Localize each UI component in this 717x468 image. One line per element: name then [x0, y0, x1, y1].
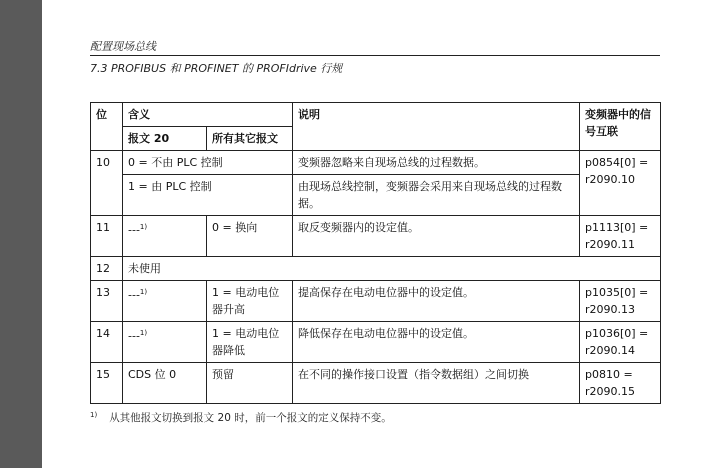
signal-cell: p1036[0] = r2090.14	[580, 322, 661, 363]
control-word-table	[90, 102, 661, 404]
bit-cell: 11	[91, 216, 123, 257]
chapter-title: 配置现场总线	[90, 40, 156, 53]
bit-cell: 10	[91, 151, 123, 216]
telegram20-value: ---	[128, 223, 140, 237]
table-header-row	[91, 103, 661, 127]
description-cell: 取反变频器内的设定值。	[293, 216, 580, 257]
bit-cell: 15	[91, 363, 123, 404]
header-bit: 位	[91, 103, 123, 151]
telegram20-cell	[123, 322, 207, 363]
section-title: 7.3 PROFIBUS 和 PROFINET 的 PROFIdrive 行规	[90, 62, 343, 75]
table-row	[91, 257, 661, 281]
footnote-text: 从其他报文切换到报文 20 时，前一个报文的定义保持不变。	[109, 412, 392, 424]
footnote-ref: 1)	[139, 223, 148, 231]
telegram20-value: ---	[128, 288, 140, 302]
signal-cell: p1035[0] = r2090.13	[580, 281, 661, 322]
meaning-cell: 未使用	[123, 257, 661, 281]
header-other-telegrams: 所有其它报文	[207, 127, 293, 151]
footnote-ref: 1)	[139, 329, 148, 337]
table-row	[91, 363, 661, 404]
header-divider	[90, 55, 660, 56]
description-cell: 变频器忽略来自现场总线的过程数据。	[293, 151, 580, 175]
header-meaning: 含义	[123, 103, 293, 127]
table-row	[91, 322, 661, 363]
header-description: 说明	[293, 103, 580, 151]
telegram20-cell	[123, 281, 207, 322]
header-telegram-20: 报文 20	[123, 127, 207, 151]
other-telegram-cell: 1 = 电动电位器升高	[207, 281, 293, 322]
telegram20-cell: CDS 位 0	[123, 363, 207, 404]
description-cell: 由现场总线控制，变频器会采用来自现场总线的过程数据。	[293, 175, 580, 216]
description-cell: 提高保存在电动电位器中的设定值。	[293, 281, 580, 322]
other-telegram-cell: 0 = 换向	[207, 216, 293, 257]
table-row	[91, 216, 661, 257]
description-cell: 降低保存在电动电位器中的设定值。	[293, 322, 580, 363]
table-row	[91, 281, 661, 322]
bit-cell: 14	[91, 322, 123, 363]
meaning-cell: 1 = 由 PLC 控制	[123, 175, 293, 216]
description-cell: 在不同的操作接口设置（指令数据组）之间切换	[293, 363, 580, 404]
meaning-cell: 0 = 不由 PLC 控制	[123, 151, 293, 175]
other-telegram-cell: 1 = 电动电位器降低	[207, 322, 293, 363]
telegram20-cell	[123, 216, 207, 257]
footnote	[90, 410, 392, 425]
signal-cell: p0854[0] = r2090.10	[580, 151, 661, 216]
other-telegram-cell: 预留	[207, 363, 293, 404]
signal-cell: p0810 = r2090.15	[580, 363, 661, 404]
footnote-ref: 1)	[139, 288, 148, 296]
telegram20-value: ---	[128, 329, 140, 343]
footnote-marker: 1)	[90, 410, 98, 419]
bit-cell: 12	[91, 257, 123, 281]
signal-cell: p1113[0] = r2090.11	[580, 216, 661, 257]
left-margin-bar	[0, 0, 42, 468]
bit-cell: 13	[91, 281, 123, 322]
table-row	[91, 175, 661, 216]
table-row	[91, 151, 661, 175]
header-interconnect: 变频器中的信号互联	[580, 103, 661, 151]
